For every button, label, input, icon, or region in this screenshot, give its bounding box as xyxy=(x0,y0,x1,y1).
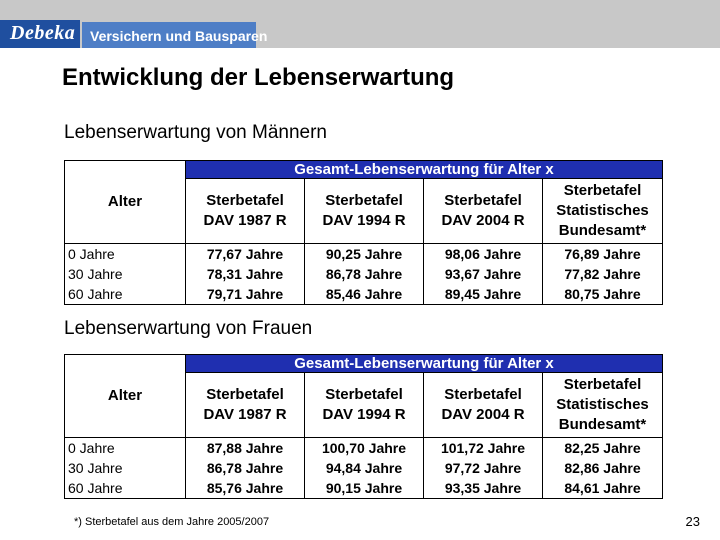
column-header: Sterbetafel DAV 1994 R xyxy=(305,179,424,244)
table-cell: 86,78 Jahre xyxy=(186,458,305,478)
footnote: *) Sterbetafel aus dem Jahre 2005/2007 xyxy=(74,516,270,528)
column-header: Sterbetafel DAV 1987 R xyxy=(186,373,305,438)
table-cell: 93,35 Jahre xyxy=(424,478,543,499)
table-row xyxy=(65,478,663,499)
table-row xyxy=(65,284,663,305)
table-row xyxy=(65,244,663,265)
row-label: 60 Jahre xyxy=(65,478,186,499)
table-row xyxy=(65,458,663,478)
group-header: Gesamt-Lebenserwartung für Alter x xyxy=(186,355,663,373)
life-expectancy-table-women xyxy=(64,354,663,499)
row-label: 30 Jahre xyxy=(65,458,186,478)
table-cell: 89,45 Jahre xyxy=(424,284,543,305)
page-title: Entwicklung der Lebenserwartung xyxy=(62,64,455,91)
table-cell: 90,15 Jahre xyxy=(305,478,424,499)
row-header: Alter xyxy=(65,355,186,438)
table-cell: 82,25 Jahre xyxy=(543,438,663,459)
row-label: 60 Jahre xyxy=(65,284,186,305)
table-cell: 90,25 Jahre xyxy=(305,244,424,265)
section-title-women: Lebenserwartung von Frauen xyxy=(64,318,313,339)
table-cell: 86,78 Jahre xyxy=(305,264,424,284)
table-cell: 84,61 Jahre xyxy=(543,478,663,499)
column-header: Sterbetafel DAV 1994 R xyxy=(305,373,424,438)
life-expectancy-table-men xyxy=(64,160,663,305)
table-cell: 80,75 Jahre xyxy=(543,284,663,305)
column-header: Sterbetafel Statistisches Bundesamt* xyxy=(543,373,663,438)
table-cell: 77,82 Jahre xyxy=(543,264,663,284)
table-cell: 77,67 Jahre xyxy=(186,244,305,265)
table-cell: 85,46 Jahre xyxy=(305,284,424,305)
row-label: 0 Jahre xyxy=(65,438,186,459)
table-cell: 100,70 Jahre xyxy=(305,438,424,459)
table-cell: 79,71 Jahre xyxy=(186,284,305,305)
row-label: 30 Jahre xyxy=(65,264,186,284)
column-header: Sterbetafel DAV 2004 R xyxy=(424,373,543,438)
column-header: Sterbetafel DAV 2004 R xyxy=(424,179,543,244)
table-cell: 78,31 Jahre xyxy=(186,264,305,284)
group-header: Gesamt-Lebenserwartung für Alter x xyxy=(186,161,663,179)
table-cell: 85,76 Jahre xyxy=(186,478,305,499)
table-cell: 93,67 Jahre xyxy=(424,264,543,284)
tagline: Versichern und Bausparen xyxy=(90,28,268,44)
table-cell: 101,72 Jahre xyxy=(424,438,543,459)
table-cell: 94,84 Jahre xyxy=(305,458,424,478)
page-number: 23 xyxy=(685,514,700,529)
table-cell: 87,88 Jahre xyxy=(186,438,305,459)
column-header: Sterbetafel Statistisches Bundesamt* xyxy=(543,179,663,244)
table-row xyxy=(65,438,663,459)
section-title-men: Lebenserwartung von Männern xyxy=(64,122,328,143)
column-header: Sterbetafel DAV 1987 R xyxy=(186,179,305,244)
table-cell: 76,89 Jahre xyxy=(543,244,663,265)
table-row xyxy=(65,264,663,284)
table-cell: 82,86 Jahre xyxy=(543,458,663,478)
row-header: Alter xyxy=(65,161,186,244)
table-cell: 98,06 Jahre xyxy=(424,244,543,265)
row-label: 0 Jahre xyxy=(65,244,186,265)
table-cell: 97,72 Jahre xyxy=(424,458,543,478)
logo: Debeka xyxy=(10,22,76,44)
